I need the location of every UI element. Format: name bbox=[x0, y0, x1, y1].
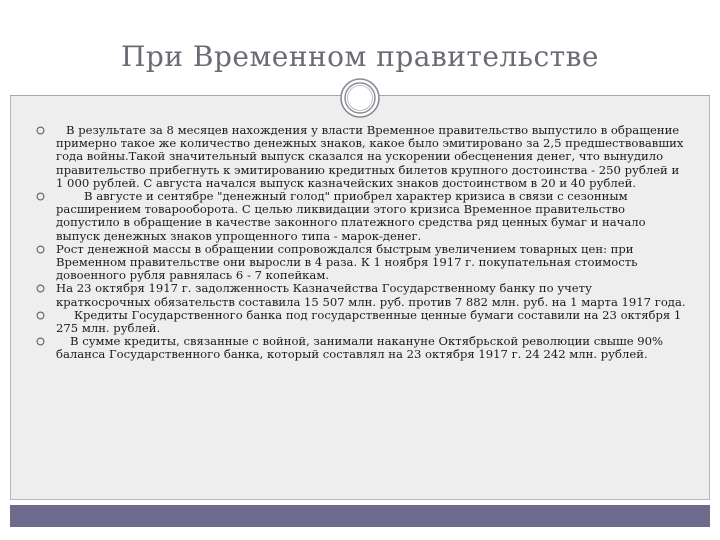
list-item bbox=[36, 309, 688, 335]
footer-bar bbox=[10, 505, 710, 527]
list-item bbox=[36, 124, 688, 190]
list-item-text: Рост денежной массы в обращении сопровождался быстрым увеличением товарных цен: при Временном правительстве они выросли в 4 раза. К 1 ноября 1917 г. покупательная стоимость довоенного рубля равнялась 6 - 7 копейкам. bbox=[56, 241, 638, 283]
list-item bbox=[36, 243, 688, 283]
slide-title: При Временном правительстве bbox=[121, 40, 599, 73]
list-item bbox=[36, 335, 688, 361]
hollow-circle-bullet-icon bbox=[36, 245, 45, 254]
hollow-circle-bullet-icon bbox=[36, 311, 45, 320]
list-item-text: В сумме кредиты, связанные с войной, занимали накануне Октябрьской революции свыше 90% баланса Государственного банка, который составлял на 23 октября 1917 г. 24 242 млн. рублей. bbox=[56, 334, 664, 362]
hollow-circle-bullet-icon bbox=[36, 126, 45, 135]
list-item-text: Кредиты Государственного банка под государственные ценные бумаги составили на 23 октября 1 275 млн. рублей. bbox=[56, 307, 682, 336]
list-item-text: В результате за 8 месяцев нахождения у власти Временное правительство выпустило в обращение примерно такое же количество денежных знаков, какое было эмитировано за 2,5 предшествовавших года войны.Такой значительный выпуск сказался на ускорении обесценения денег, что вынудило правительство прибегнуть к эмитированию кредитных билетов крупного достоинства - 250 рублей и 1 000 рублей. С августа начался выпуск казначейских знаков достоинством в 20 и 40 рублей. bbox=[56, 123, 684, 190]
list-item-text: На 23 октября 1917 г. задолженность Казначейства Государственному банку по учету краткосрочных обязательств составила 15 507 млн. руб. против 7 882 млн. руб. на 1 марта 1917 года. bbox=[56, 281, 686, 309]
hollow-circle-bullet-icon bbox=[36, 337, 45, 346]
double-ring-ornament-icon bbox=[339, 77, 381, 119]
list-item bbox=[36, 190, 688, 243]
list-item-text: В августе и сентябре "денежный голод" приобрел характер кризиса в связи с сезонным расширением товарооборота. С целью ликвидации этого кризиса Временное правительство допустило в обращение в качестве законного платежного средства ряд ценных бумаг и начало выпуск денежных знаков упрощенного типа - марок-денег. bbox=[56, 189, 646, 243]
list-item bbox=[36, 282, 688, 308]
hollow-circle-bullet-icon bbox=[36, 192, 45, 201]
hollow-circle-bullet-icon bbox=[36, 284, 45, 293]
bullet-list bbox=[36, 124, 688, 362]
